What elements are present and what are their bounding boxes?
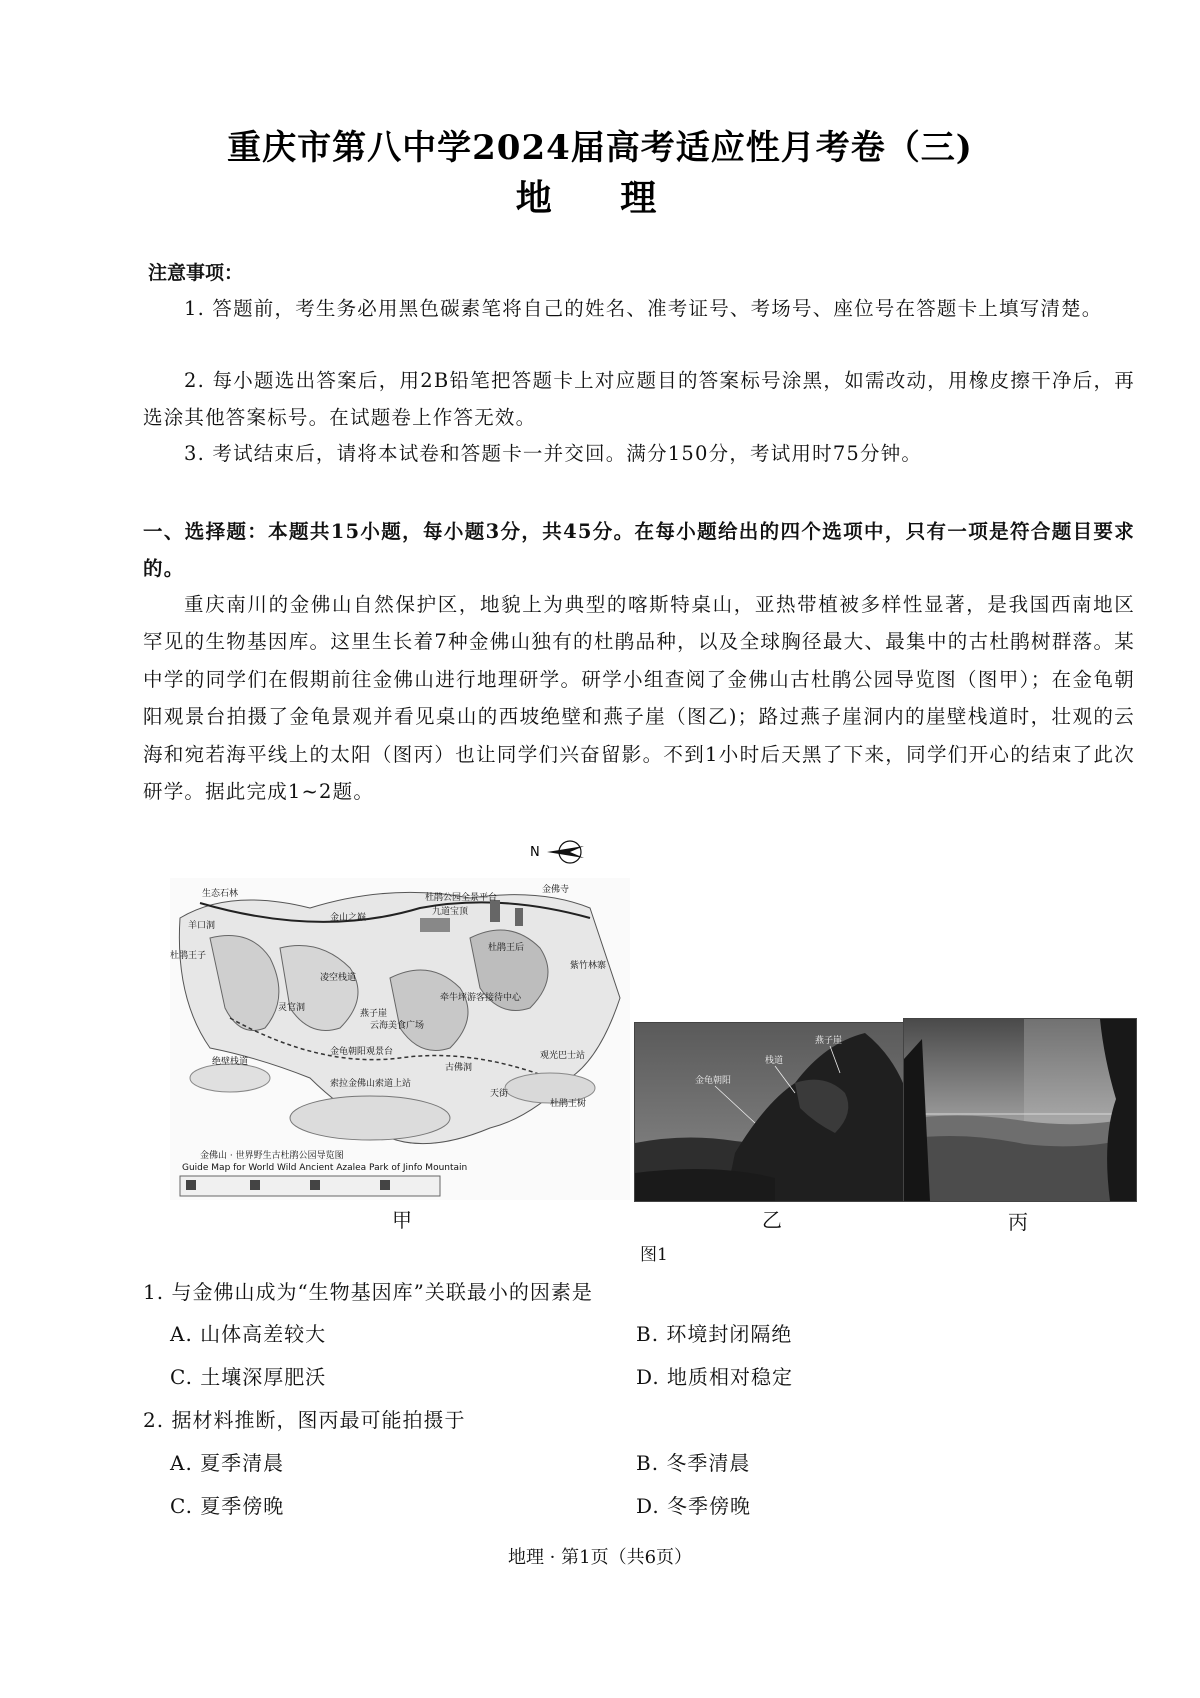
guide-map-illustration <box>170 878 630 1200</box>
map-caption: 金佛山 · 世界野生古杜鹃公园导览图 <box>200 1151 344 1161</box>
question-2-option-b: B. 冬季清晨 <box>636 1451 751 1475</box>
photo-label: 金龟朝阳 <box>695 1076 732 1086</box>
notice-heading: 注意事项： <box>148 262 244 284</box>
map-label: 观光巴士站 <box>540 1051 586 1061</box>
question-1-option-c: C. 土壤深厚肥沃 <box>170 1365 327 1389</box>
question-1-option-b: B. 环境封闭隔绝 <box>636 1322 793 1346</box>
photo-label: 栈道 <box>765 1056 784 1066</box>
cliff-photo-illustration <box>635 1023 903 1201</box>
map-label: 金龟朝阳观景台 <box>330 1047 394 1057</box>
question-2-option-a: A. 夏季清晨 <box>170 1451 285 1475</box>
question-2-stem: 2. 据材料推断，图丙最可能拍摄于 <box>143 1408 466 1432</box>
cloud-sea-photo-illustration <box>904 1019 1136 1201</box>
guide-map-figure <box>170 878 630 1200</box>
map-label: 羊口洞 <box>188 921 216 931</box>
map-label: 金山之巅 <box>330 913 367 923</box>
map-label: 牵牛坪游客接待中心 <box>440 993 522 1003</box>
map-label: 索拉金佛山索道上站 <box>330 1079 412 1089</box>
notice-item-1: 1. 答题前，考生务必用黑色碳素笔将自己的姓名、准考证号、考场号、座位号在答题卡上填写清楚。 <box>184 297 1103 320</box>
map-label: 九道宝顶 <box>432 907 469 917</box>
compass-icon <box>530 838 590 870</box>
passage-text: 重庆南川的金佛山自然保护区，地貌上为典型的喀斯特桌山，亚热带植被多样性显著，是我国西南地区罕见的生物基因库。这里生长着7种金佛山独有的杜鹃品种，以及全球胸径最大、最集中的古杜鹃树群落。某中学的同学们在假期前往金佛山进行地理研学。研学小组查阅了金佛山古杜鹃公园导览图（图甲）；在金龟朝阳观景台拍摄了金龟景观并看见桌山的西坡绝壁和燕子崖（图乙)；路过燕子崖洞内的崖壁栈道时，壮观的云海和宛若海平线上的太阳（图丙）也让同学们兴奋留影。不到1小时后天黑了下来，同学们开心的结束了此次研学。据此完成1~2题。 <box>143 593 1135 804</box>
map-label: 凌空栈道 <box>320 973 357 983</box>
map-label: 杜鹃王树 <box>550 1099 587 1109</box>
map-label: 云海美食广场 <box>370 1021 425 1031</box>
cloud-sea-photo-figure <box>903 1018 1137 1202</box>
figure-label-bing: 丙 <box>1008 1210 1028 1234</box>
page-footer: 地理 · 第1页（共6页） <box>507 1547 693 1568</box>
map-caption-en: Guide Map for World Wild Ancient Azalea Park of Jinfo Mountain <box>182 1163 468 1173</box>
photo-label: 燕子崖 <box>815 1036 843 1046</box>
map-label: 燕子崖 <box>360 1009 388 1019</box>
subject-title: 地 理 <box>515 177 685 219</box>
figure-label-yi: 乙 <box>762 1208 782 1232</box>
map-label: 杜鹃王子 <box>170 951 207 961</box>
question-2-option-c: C. 夏季傍晚 <box>170 1494 285 1518</box>
map-label: 杜鹃王后 <box>488 943 525 953</box>
section-heading: 一、选择题：本题共15小题，每小题3分，共45分。在每小题给出的四个选项中，只有一项是符合题目要求的。 <box>143 520 1135 580</box>
cliff-photo-figure <box>634 1022 904 1202</box>
map-label: 天街 <box>490 1089 509 1099</box>
question-1-option-d: D. 地质相对稳定 <box>636 1365 794 1389</box>
map-label: 紫竹林寨 <box>570 961 607 971</box>
question-2-option-d: D. 冬季傍晚 <box>636 1494 752 1518</box>
map-label: 杜鹃公园全景平台 <box>425 893 498 903</box>
map-label: 灵官洞 <box>278 1003 306 1013</box>
question-1-stem: 1. 与金佛山成为“生物基因库”关联最小的因素是 <box>143 1280 593 1304</box>
map-label: 古佛洞 <box>445 1063 473 1073</box>
map-label: 生态石林 <box>202 889 239 899</box>
figure-label-jia: 甲 <box>392 1208 412 1232</box>
notice-item-2: 2. 每小题选出答案后，用2B铅笔把答题卡上对应题目的答案标号涂黑，如需改动，用橡皮擦干净后，再选涂其他答案标号。在试题卷上作答无效。 <box>143 369 1135 429</box>
map-label: 绝壁栈道 <box>212 1057 249 1067</box>
question-1-option-a: A. 山体高差较大 <box>170 1322 327 1346</box>
exam-title: 重庆市第八中学2024届高考适应性月考卷（三) <box>227 128 973 168</box>
map-label: 金佛寺 <box>542 885 570 895</box>
notice-item-3: 3. 考试结束后，请将本试卷和答题卡一并交回。满分150分，考试用时75分钟。 <box>184 442 923 465</box>
figure-caption: 图1 <box>640 1245 668 1265</box>
compass-north-label: N <box>530 845 540 860</box>
